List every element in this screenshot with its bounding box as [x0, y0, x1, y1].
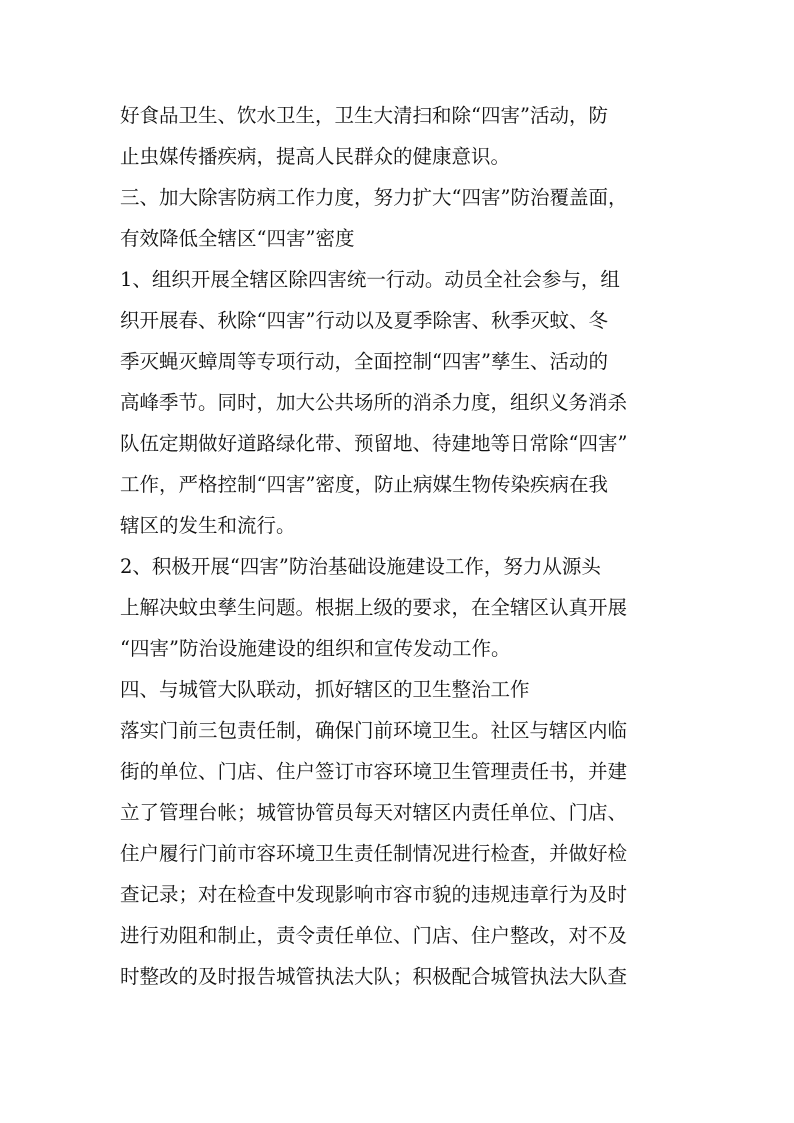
text-line: 街的单位、门店、住户签订市容环境卫生管理责任书，并建 — [120, 760, 628, 783]
text-line: 住户履行门前市容环境卫生责任制情况进行检查，并做好检 — [120, 842, 628, 865]
text-line: “四害”防治设施建设的组织和宣传发动工作。 — [120, 637, 511, 660]
text-line: 2、积极开展“四害”防治基础设施建设工作，努力从源头 — [120, 555, 601, 578]
text-line: 队伍定期做好道路绿化带、预留地、待建地等日常除“四害” — [120, 432, 628, 455]
text-line: 止虫媒传播疾病，提高人民群众的健康意识。 — [120, 145, 511, 168]
text-line: 落实门前三包责任制，确保门前环境卫生。社区与辖区内临 — [120, 719, 628, 742]
text-line: 高峰季节。同时，加大公共场所的消杀力度，组织义务消杀 — [120, 391, 628, 414]
section-heading: 三、加大除害防病工作力度，努力扩大“四害”防治覆盖面， — [120, 186, 628, 209]
text-line: 进行劝阻和制止，责令责任单位、门店、住户整改，对不及 — [120, 924, 628, 947]
text-line: 上解决蚊虫孳生问题。根据上级的要求，在全辖区认真开展 — [120, 596, 628, 619]
text-line: 立了管理台帐；城管协管员每天对辖区内责任单位、门店、 — [120, 801, 628, 824]
text-line: 工作，严格控制“四害”密度，防止病媒生物传染疾病在我 — [120, 473, 608, 496]
text-line: 1、组织开展全辖区除四害统一行动。动员全社会参与，组 — [120, 268, 620, 291]
section-heading: 有效降低全辖区“四害”密度 — [120, 227, 355, 250]
text-line: 时整改的及时报告城管执法大队；积极配合城管执法大队查 — [120, 965, 628, 988]
text-line: 季灭蝇灭蟑周等专项行动，全面控制“四害”孳生、活动的 — [120, 350, 608, 373]
text-line: 辖区的发生和流行。 — [120, 514, 296, 537]
section-heading: 四、与城管大队联动，抓好辖区的卫生整治工作 — [120, 678, 530, 701]
text-line: 查记录；对在检查中发现影响市容市貌的违规违章行为及时 — [120, 883, 628, 906]
text-line: 织开展春、秋除“四害”行动以及夏季除害、秋季灭蚊、冬 — [120, 309, 608, 332]
text-line: 好食品卫生、饮水卫生，卫生大清扫和除“四害”活动，防 — [120, 104, 608, 127]
